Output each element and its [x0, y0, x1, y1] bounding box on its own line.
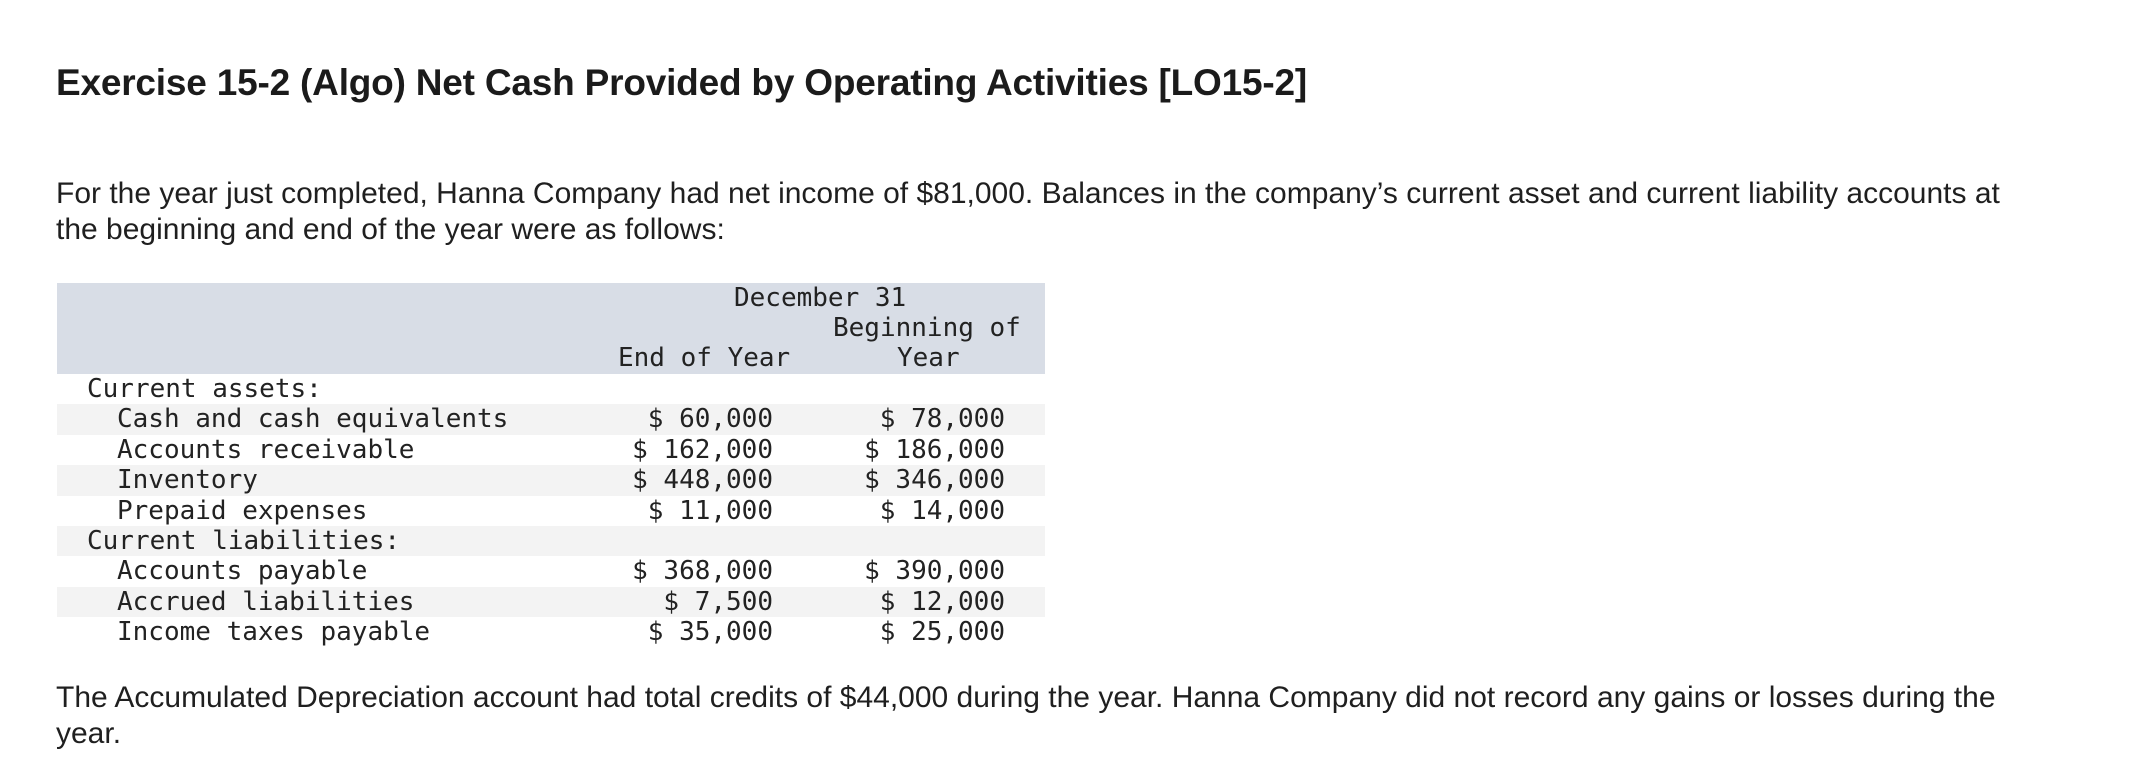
header-december-31: December 31: [734, 283, 907, 313]
beginning-of-year-value: $ 25,000: [879, 617, 1005, 648]
table-row: [57, 496, 1045, 526]
intro-paragraph: For the year just completed, Hanna Company had net income of $81,000. Balances in the company’s current asset and current liability accounts at the beginning and end of the year were as follows:: [56, 177, 2000, 246]
header-beginning-of-year-line1: Beginning of: [833, 313, 1021, 343]
table-row: [57, 404, 1045, 434]
closing-paragraph: The Accumulated Depreciation account had total credits of $44,000 during the year. Hanna Company did not record any gains or losses during the year.: [56, 681, 1996, 750]
table-row: [57, 587, 1045, 617]
row-label: Inventory: [117, 465, 258, 496]
row-label: Cash and cash equivalents: [117, 404, 509, 435]
table-row: [57, 556, 1045, 586]
row-label: Prepaid expenses: [117, 495, 368, 526]
end-of-year-value: $ 162,000: [632, 434, 773, 465]
beginning-of-year-value: $ 186,000: [864, 434, 1005, 465]
table-row: [57, 465, 1045, 495]
header-beginning-of-year-line2: Year: [897, 343, 960, 373]
beginning-of-year-value: $ 78,000: [879, 404, 1005, 435]
table-row: [57, 435, 1045, 465]
exercise-title: Exercise 15-2 (Algo) Net Cash Provided by Operating Activities [LO15-2]: [56, 62, 1308, 103]
row-label: Current liabilities:: [87, 525, 401, 556]
balances-table: [57, 283, 1045, 648]
row-label: Current assets:: [87, 374, 322, 404]
end-of-year-value: $ 7,500: [663, 586, 773, 617]
table-row: [57, 617, 1045, 647]
row-label: Accrued liabilities: [117, 586, 415, 617]
table-row-current-liabilities: [57, 526, 1045, 556]
row-label: Accounts receivable: [117, 434, 415, 465]
row-label: Income taxes payable: [117, 617, 431, 648]
beginning-of-year-value: $ 12,000: [879, 586, 1005, 617]
beginning-of-year-value: $ 346,000: [864, 465, 1005, 496]
end-of-year-value: $ 11,000: [647, 495, 773, 526]
table-header: [57, 283, 1045, 374]
table-row-current-assets: [57, 374, 1045, 404]
end-of-year-value: $ 35,000: [647, 617, 773, 648]
end-of-year-value: $ 448,000: [632, 465, 773, 496]
row-label: Accounts payable: [117, 556, 368, 587]
beginning-of-year-value: $ 390,000: [864, 556, 1005, 587]
header-end-of-year: End of Year: [618, 343, 791, 373]
beginning-of-year-value: $ 14,000: [879, 495, 1005, 526]
end-of-year-value: $ 368,000: [632, 556, 773, 587]
end-of-year-value: $ 60,000: [647, 404, 773, 435]
